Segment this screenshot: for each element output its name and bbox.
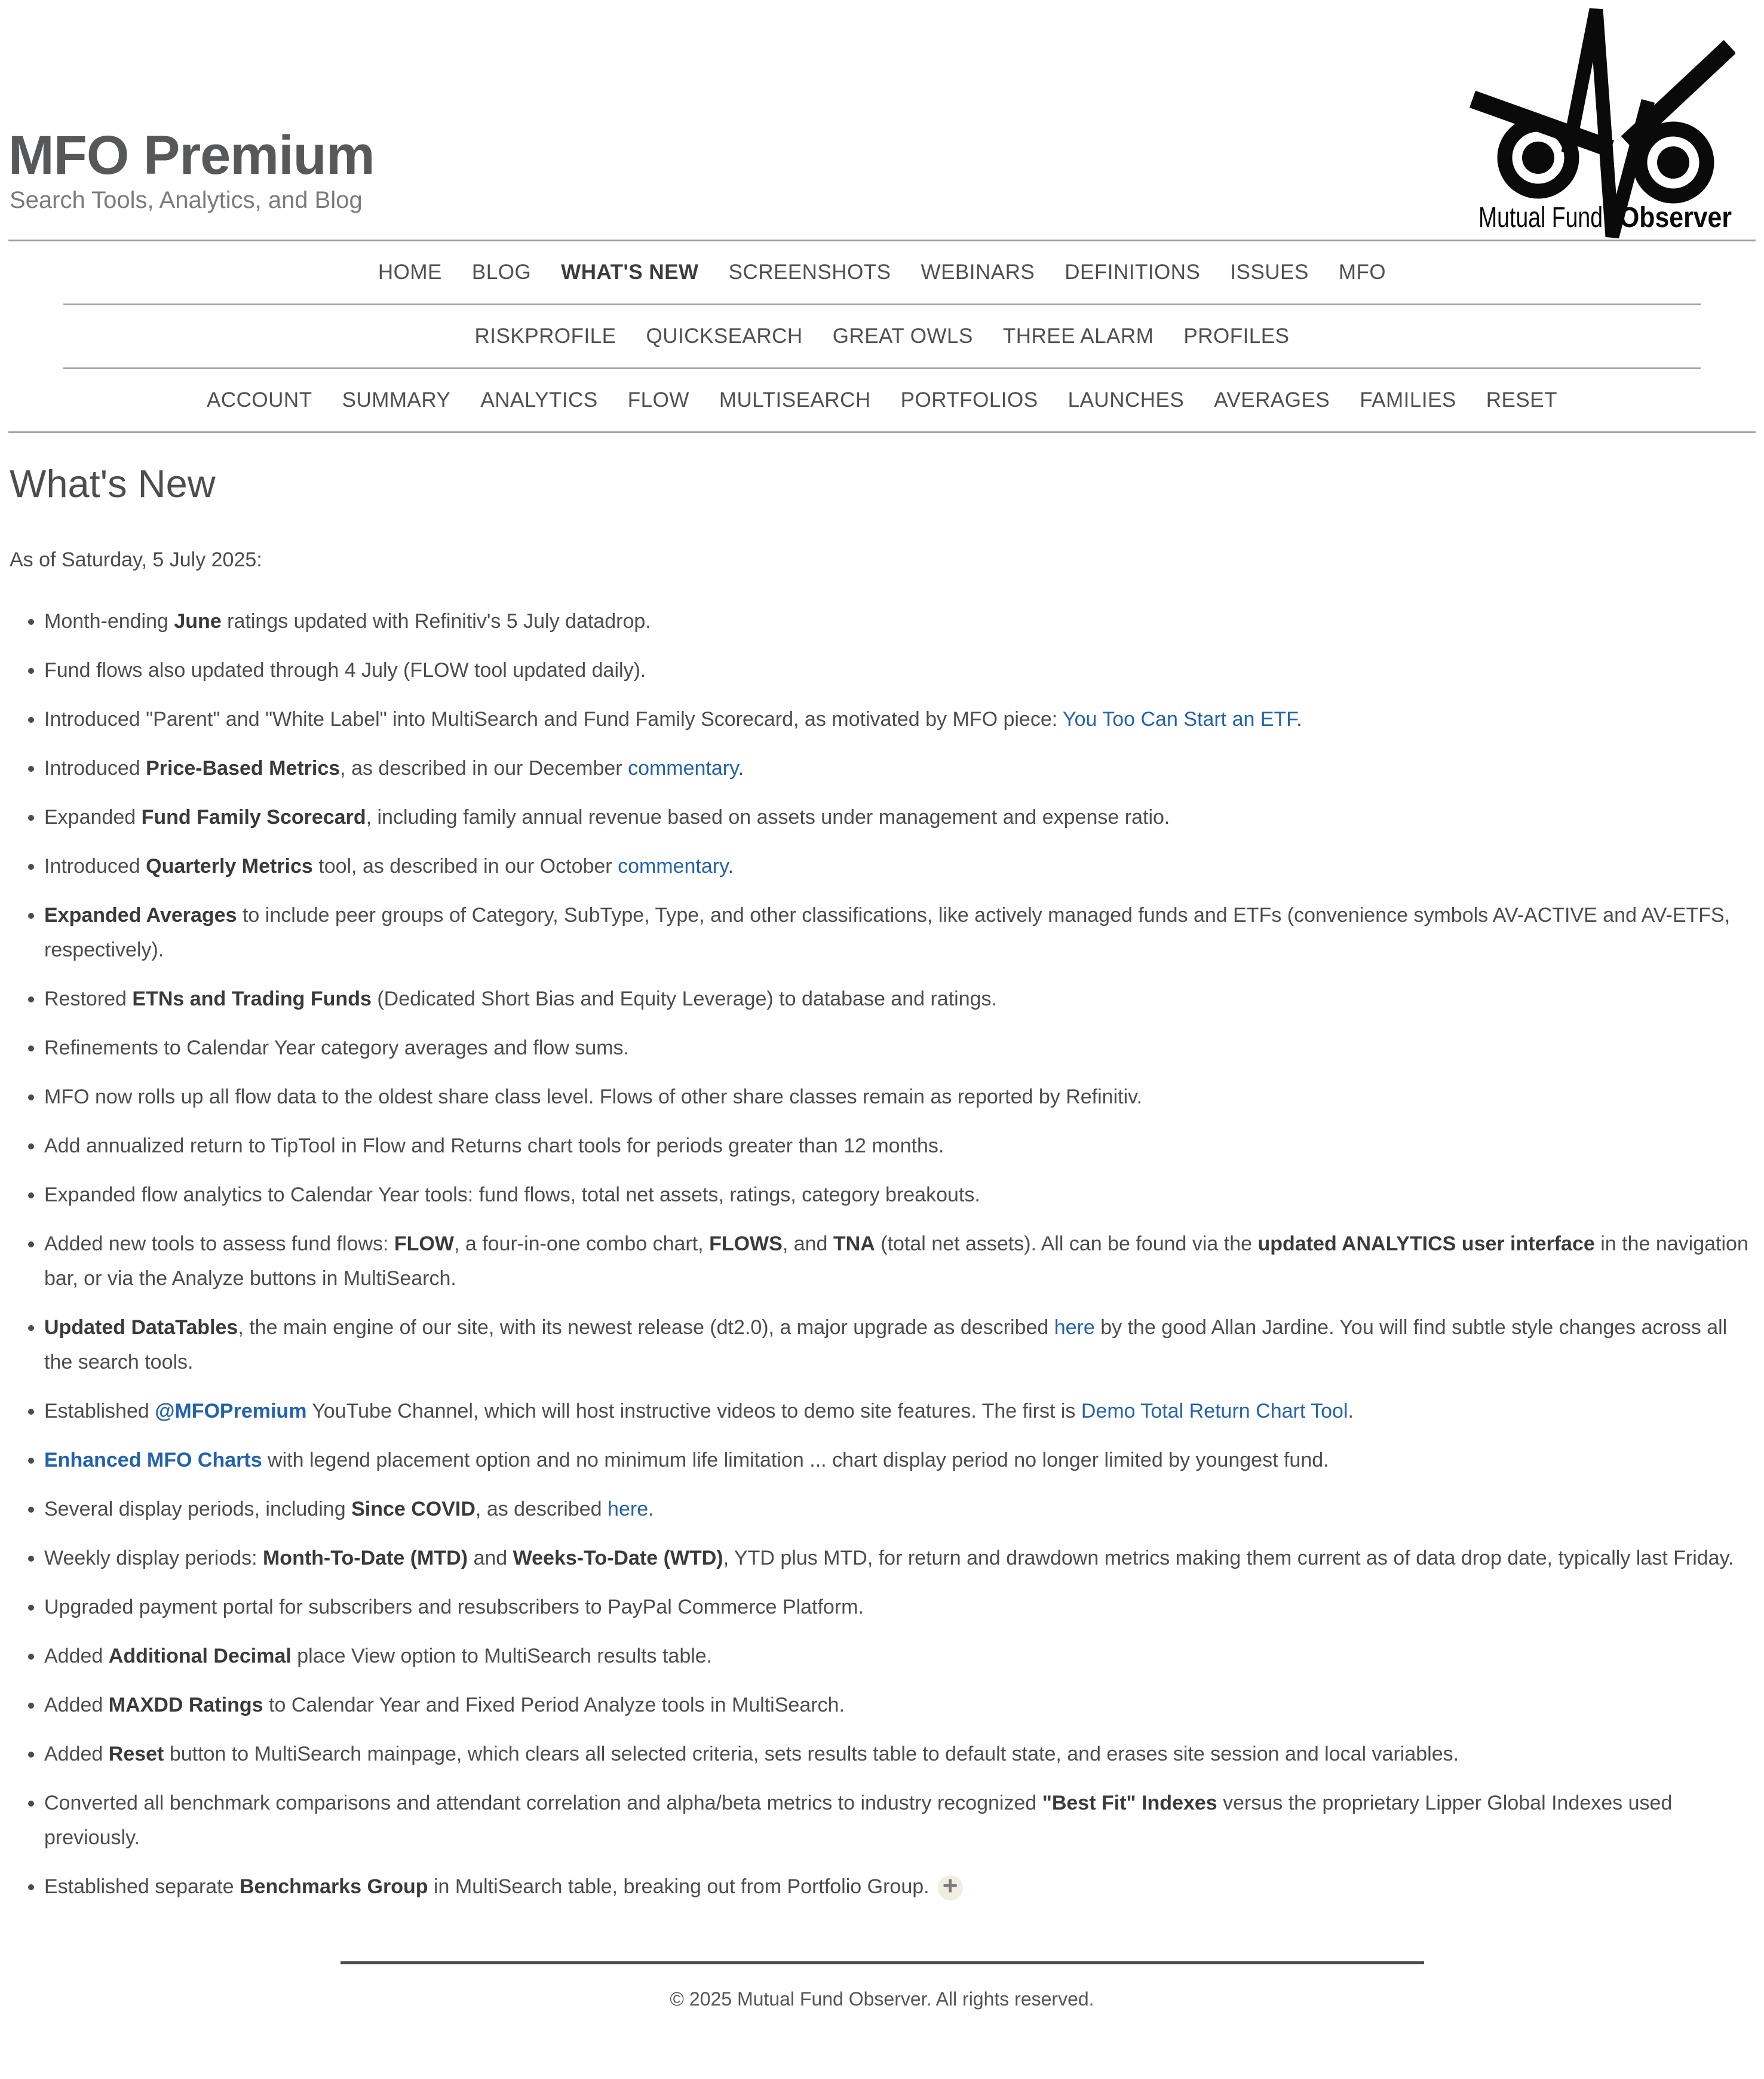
bold-text: Since COVID xyxy=(351,1497,475,1520)
body-text: YouTube Channel, which will host instructive videos to demo site features. The first is xyxy=(306,1399,1081,1422)
body-text: Introduced xyxy=(44,854,146,878)
whats-new-item xyxy=(44,1443,1756,1477)
body-text: . xyxy=(728,854,734,878)
whats-new-item xyxy=(44,702,1756,737)
inline-link-demo-total-return-chart-tool[interactable]: Demo Total Return Chart Tool xyxy=(1081,1399,1348,1422)
body-text: Added xyxy=(44,1644,109,1667)
nav-item-averages[interactable]: AVERAGES xyxy=(1214,388,1330,412)
body-text: . xyxy=(1296,707,1302,731)
nav-item-portfolios[interactable]: PORTFOLIOS xyxy=(900,388,1038,412)
main-content xyxy=(8,461,1756,1904)
nav-item-issues[interactable]: ISSUES xyxy=(1230,260,1309,284)
nav-item-summary[interactable]: SUMMARY xyxy=(342,388,451,412)
body-text: , and xyxy=(782,1232,833,1255)
whats-new-item xyxy=(44,1178,1756,1212)
nav-row-primary xyxy=(8,241,1756,303)
logo-text-mutual-fund: Mutual Fund xyxy=(1478,202,1603,234)
nav-row-tools xyxy=(8,305,1756,367)
whats-new-item xyxy=(44,1226,1756,1296)
nav-item-account[interactable]: ACCOUNT xyxy=(207,388,312,412)
bold-text: TNA xyxy=(833,1232,875,1255)
expand-plus-icon[interactable]: + xyxy=(938,1875,963,1900)
nav-item-families[interactable]: FAMILIES xyxy=(1360,388,1456,412)
inline-link-commentary[interactable]: commentary xyxy=(618,854,728,878)
whats-new-list xyxy=(8,604,1756,1904)
nav-item-analytics[interactable]: ANALYTICS xyxy=(480,388,598,412)
whats-new-item xyxy=(44,1080,1756,1114)
bold-text: Price-Based Metrics xyxy=(146,756,340,780)
whats-new-item xyxy=(44,1869,1756,1904)
bold-text: Additional Decimal xyxy=(108,1644,292,1667)
body-text: Month-ending xyxy=(44,609,174,633)
body-text: , as described xyxy=(475,1497,608,1520)
nav-item-flow[interactable]: FLOW xyxy=(627,388,689,412)
body-text: , as described in our December xyxy=(340,756,628,780)
nav-row-account xyxy=(8,369,1756,431)
whats-new-item xyxy=(44,898,1756,967)
body-text: Restored xyxy=(44,987,133,1010)
whats-new-item xyxy=(44,800,1756,835)
bold-text: Updated DataTables xyxy=(44,1316,238,1339)
body-text: versus the proprietary Lipper Global Indexes used previously. xyxy=(44,1791,1673,1849)
body-text: with legend placement option and no minimum life limitation ... chart display period no longer limited by youngest fund. xyxy=(262,1448,1329,1471)
whats-new-item xyxy=(44,1639,1756,1673)
body-text: Converted all benchmark comparisons and attendant correlation and alpha/beta metrics to industry recognized xyxy=(44,1791,1042,1814)
body-text: and xyxy=(468,1546,513,1569)
main-navigation xyxy=(8,241,1756,433)
body-text: Refinements to Calendar Year category averages and flow sums. xyxy=(44,1036,629,1059)
whats-new-item xyxy=(44,1310,1756,1379)
body-text: MFO now rolls up all flow data to the oldest share class level. Flows of other share classes remain as reported by Refinitiv. xyxy=(44,1085,1143,1108)
body-text: Fund flows also updated through 4 July (FLOW tool updated daily). xyxy=(44,658,646,682)
nav-item-home[interactable]: HOME xyxy=(378,260,442,284)
body-text: (Dedicated Short Bias and Equity Leverage) to database and ratings. xyxy=(371,987,997,1010)
bold-text: FLOWS xyxy=(709,1232,783,1255)
inline-link-here[interactable]: here xyxy=(1054,1316,1095,1339)
as-of-date-line: As of Saturday, 5 July 2025: xyxy=(10,548,262,571)
body-text: , a four-in-one combo chart, xyxy=(453,1232,710,1255)
body-text: to include peer groups of Category, SubType, Type, and other classifications, like actively managed funds and ETFs (convenience symbols AV-ACTIVE and AV-ETFS, respectively). xyxy=(44,903,1731,961)
body-text: Add annualized return to TipTool in Flow and Returns chart tools for periods greater than 12 months. xyxy=(44,1134,944,1157)
nav-item-blog[interactable]: BLOG xyxy=(471,260,532,284)
whats-new-item xyxy=(44,1737,1756,1771)
bold-text: "Best Fit" Indexes xyxy=(1042,1791,1217,1814)
whats-new-item xyxy=(44,1492,1756,1526)
body-text: Expanded flow analytics to Calendar Year tools: fund flows, total net assets, ratings, category breakouts. xyxy=(44,1183,980,1206)
body-text: ratings updated with Refinitiv's 5 July datadrop. xyxy=(221,609,651,633)
body-text: (total net assets). All can be found via the xyxy=(875,1232,1258,1255)
site-subtitle: Search Tools, Analytics, and Blog xyxy=(10,186,363,213)
body-text: Established xyxy=(44,1399,155,1422)
owl-right-pupil xyxy=(1657,146,1689,179)
footer-divider xyxy=(340,1961,1424,1964)
bold-text: updated ANALYTICS user interface xyxy=(1257,1232,1595,1255)
body-text: . xyxy=(738,756,744,780)
body-text: Upgraded payment portal for subscribers and resubscribers to PayPal Commerce Platform. xyxy=(44,1595,864,1618)
whats-new-item xyxy=(44,1031,1756,1065)
nav-item-great-owls[interactable]: GREAT OWLS xyxy=(832,324,973,348)
nav-item-screenshots[interactable]: SCREENSHOTS xyxy=(728,260,891,284)
whats-new-item xyxy=(44,653,1756,688)
body-text: tool, as described in our October xyxy=(312,854,618,878)
whats-new-item xyxy=(44,1786,1756,1855)
body-text: . xyxy=(1348,1399,1354,1422)
body-text: Weekly display periods: xyxy=(44,1546,263,1569)
nav-item-three-alarm[interactable]: THREE ALARM xyxy=(1002,324,1154,348)
bold-text: Benchmarks Group xyxy=(239,1875,428,1898)
nav-item-quicksearch[interactable]: QUICKSEARCH xyxy=(646,324,803,348)
nav-item-profiles[interactable]: PROFILES xyxy=(1183,324,1290,348)
inline-link-here[interactable]: here xyxy=(608,1497,649,1520)
body-text: in MultiSearch table, breaking out from Portfolio Group. xyxy=(428,1875,929,1898)
inline-link-enhanced-mfo-charts[interactable]: Enhanced MFO Charts xyxy=(44,1448,262,1471)
body-text: place View option to MultiSearch results table. xyxy=(291,1644,713,1667)
bold-text: June xyxy=(174,609,222,633)
body-text: in the navigation bar, or via the Analyze buttons in MultiSearch. xyxy=(44,1232,1748,1290)
site-title: MFO Premium xyxy=(8,125,375,186)
bold-text: Fund Family Scorecard xyxy=(141,805,366,829)
whats-new-item xyxy=(44,982,1756,1016)
whats-new-item xyxy=(44,1541,1756,1575)
logo-text-observer: Observer xyxy=(1619,202,1732,234)
body-text: Several display periods, including xyxy=(44,1497,352,1520)
nav-item-definitions[interactable]: DEFINITIONS xyxy=(1064,260,1201,284)
bold-text: Month-To-Date (MTD) xyxy=(262,1546,468,1569)
site-header xyxy=(8,0,1756,241)
bold-text: ETNs and Trading Funds xyxy=(132,987,372,1010)
nav-item-webinars[interactable]: WEBINARS xyxy=(921,260,1035,284)
copyright-text: © 2025 Mutual Fund Observer. All rights reserved. xyxy=(670,1988,1094,2010)
body-text: Established separate xyxy=(44,1875,240,1898)
body-text: button to MultiSearch mainpage, which clears all selected criteria, sets results table to default state, and erases site session and local variables. xyxy=(164,1742,1459,1765)
whats-new-item xyxy=(44,604,1756,639)
body-text: , YTD plus MTD, for return and drawdown metrics making them current as of data drop date, typically last Friday. xyxy=(723,1546,1734,1569)
inline-link-mfopremium[interactable]: @MFOPremium xyxy=(155,1399,307,1422)
inline-link-you-too-can-start-an-etf[interactable]: You Too Can Start an ETF xyxy=(1063,707,1297,731)
whats-new-item xyxy=(44,1394,1756,1428)
bold-text: MAXDD Ratings xyxy=(108,1693,263,1716)
bold-text: Weeks-To-Date (WTD) xyxy=(513,1546,723,1569)
body-text: Introduced "Parent" and "White Label" into MultiSearch and Fund Family Scorecard, as motivated by MFO piece: xyxy=(44,707,1063,731)
whats-new-item xyxy=(44,1688,1756,1722)
page-title: What's New xyxy=(10,462,216,505)
body-text: . xyxy=(648,1497,654,1520)
whats-new-item xyxy=(44,849,1756,884)
nav-item-reset[interactable]: RESET xyxy=(1486,388,1557,412)
inline-link-commentary[interactable]: commentary xyxy=(628,756,738,780)
body-text: Introduced xyxy=(44,756,146,780)
body-text: Expanded xyxy=(44,805,142,829)
body-text: Added new tools to assess fund flows: xyxy=(44,1232,394,1255)
bold-text: Expanded Averages xyxy=(44,903,237,927)
whats-new-item xyxy=(44,1129,1756,1163)
body-text: Added xyxy=(44,1742,109,1765)
nav-item-riskprofile[interactable]: RISKPROFILE xyxy=(474,324,616,348)
whats-new-item xyxy=(44,751,1756,786)
body-text: , including family annual revenue based on assets under management and expense ratio. xyxy=(366,805,1170,829)
mutual-fund-observer-owl-logo xyxy=(1469,4,1735,243)
nav-item-launches[interactable]: LAUNCHES xyxy=(1067,388,1185,412)
bold-text: Reset xyxy=(108,1742,164,1765)
body-text: Added xyxy=(44,1693,109,1716)
bold-text: Quarterly Metrics xyxy=(146,854,313,878)
body-text: , the main engine of our site, with its newest release (dt2.0), a major upgrade as described xyxy=(238,1316,1054,1339)
whats-new-item xyxy=(44,1590,1756,1624)
owl-left-pupil xyxy=(1522,142,1554,174)
nav-item-what-s-new[interactable]: WHAT'S NEW xyxy=(561,260,699,284)
nav-item-mfo[interactable]: MFO xyxy=(1338,260,1386,284)
bold-text: FLOW xyxy=(394,1232,454,1255)
body-text: by the good Allan Jardine. You will find subtle style changes across all the search tools. xyxy=(44,1316,1728,1373)
nav-item-multisearch[interactable]: MULTISEARCH xyxy=(719,388,871,412)
body-text: to Calendar Year and Fixed Period Analyze tools in MultiSearch. xyxy=(263,1693,845,1716)
